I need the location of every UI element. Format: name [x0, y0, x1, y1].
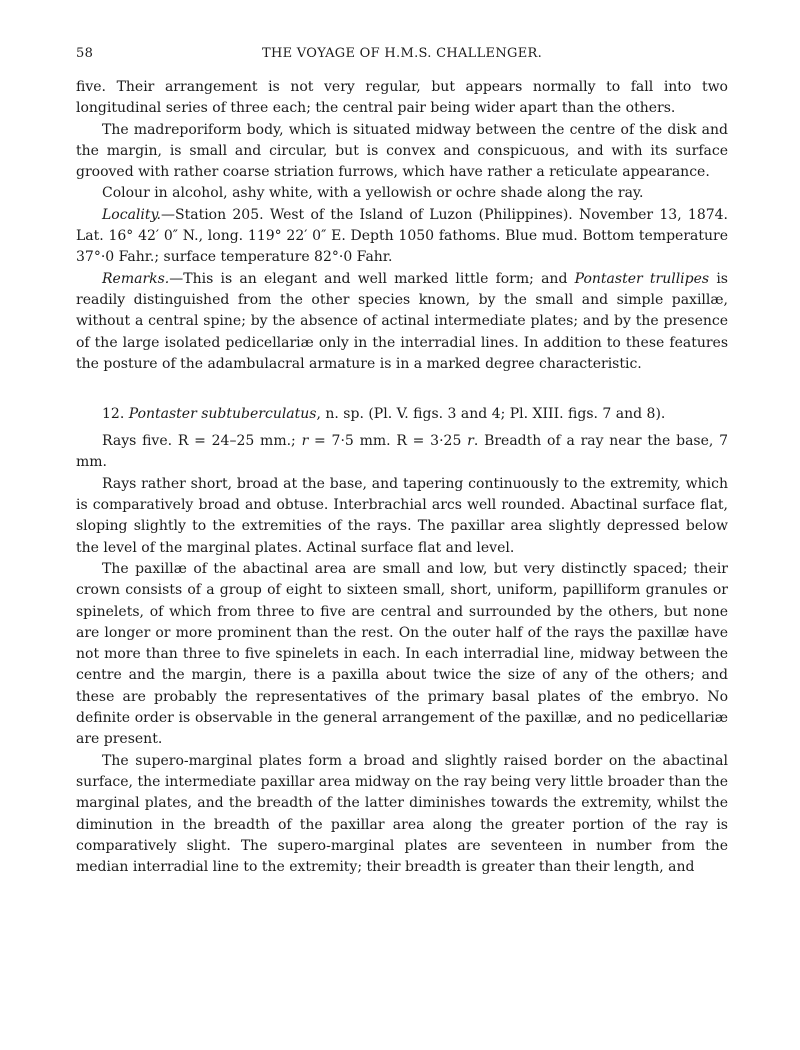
remarks-text: —This is an elegant and well marked little form; and: [169, 270, 575, 287]
paragraph-remarks: [76, 269, 728, 375]
running-header: [76, 46, 728, 61]
section-species-name: Pontaster subtuberculatus: [128, 406, 317, 423]
locality-label: Locality.: [102, 206, 161, 223]
remarks-label: Remarks.: [102, 270, 170, 287]
page-number: 58: [76, 46, 94, 61]
paragraph-colour: Colour in alcohol, ashy white, with a yellowish or ochre shade along the ray.: [102, 185, 644, 202]
section-number: 12.: [102, 406, 129, 423]
locality-text: —Station 205. West of the Island of Luzon (Philippines). November 13, 1874. Lat. 16° 42′ 0″ N., long. 119° 22′ 0″ E. Depth 1050 fathoms. Blue mud. Bottom temperature 37°·0 Fahr.; surface temperature 82°·0 Fahr.: [76, 206, 728, 266]
remarks-text-continued: is readily distinguished from the other species known, by the small and simple paxillæ, without a central spine; by the absence of actinal intermediate plates; and by the presence of the large isolated pedicellariæ only in the interradial lines. In addition to these features the posture of the adambulacral armature is in a marked degree characteristic.: [76, 270, 728, 372]
measure-text-b: = 7·5 mm. R = 3·25: [308, 433, 468, 450]
section-heading-rest: , n. sp. (Pl. V. figs. 3 and 4; Pl. XIII. figs. 7 and 8).: [316, 406, 666, 423]
measure-r-symbol: r: [301, 433, 309, 450]
paragraph-locality: [76, 205, 728, 269]
paragraph-paxillae: The paxillæ of the abactinal area are small and low, but very distinctly spaced; their crown consists of a group of eight to sixteen small, short, uniform, papilliform granules or spinelets, of which from three to five are central and surrounded by the others, but none are longer or more prominent than the rest. On the outer half of the rays the paxillæ have not more than three to five spinelets in each. In each interradial line, midway between the centre and the margin, there is a paxilla about twice the size of any of the others; and these are probably the representatives of the primary basal plates of the embryo. No definite order is observable in the general arrangement of the paxillæ, and no pedicellariæ are present.: [76, 560, 728, 748]
paragraph-supero-marginal: The supero-marginal plates form a broad and slightly raised border on the abactinal surface, the intermediate paxillar area midway on the ray being very little broader than the marginal plates, and the breadth of the latter diminishes towards the extremity, whilst the diminution in the breadth of the paxillar area along the greater portion of the ray is comparatively slight. The supero-marginal plates are seventeen in number from the median interradial line to the extremity; their breadth is greater than their length, and: [76, 752, 728, 876]
paragraph-measurements: [76, 431, 728, 474]
section-heading: [76, 403, 728, 425]
measure-r-symbol-2: r: [467, 433, 474, 450]
species-name: Pontaster trullipes: [574, 270, 710, 287]
measure-text-c: . Breadth of a ray near the base, 7 mm.: [76, 433, 729, 471]
paragraph-rays: Rays rather short, broad at the base, and tapering continuously to the extremity, which is comparatively broad and obtuse. Interbrachial arcs well rounded. Abactinal surface flat, sloping slightly to the extremities of the rays. The paxillar area slightly depressed below the level of the marginal plates. Actinal surface flat and level.: [76, 475, 728, 556]
paragraph-continuation: five. Their arrangement is not very regular, but appears normally to fall into two longitudinal series of three each; the central pair being wider apart than the others.: [76, 79, 728, 117]
paragraph-madreporiform: The madreporiform body, which is situated midway between the centre of the disk and the margin, is small and circular, but is convex and conspicuous, and with its surface grooved with rather coarse striation furrows, which have rather a reticulate appearance.: [76, 121, 728, 181]
page: [76, 46, 728, 878]
running-title: THE VOYAGE OF H.M.S. CHALLENGER.: [261, 46, 543, 61]
measure-text-a: Rays five. R = 24–25 mm.;: [102, 433, 302, 450]
